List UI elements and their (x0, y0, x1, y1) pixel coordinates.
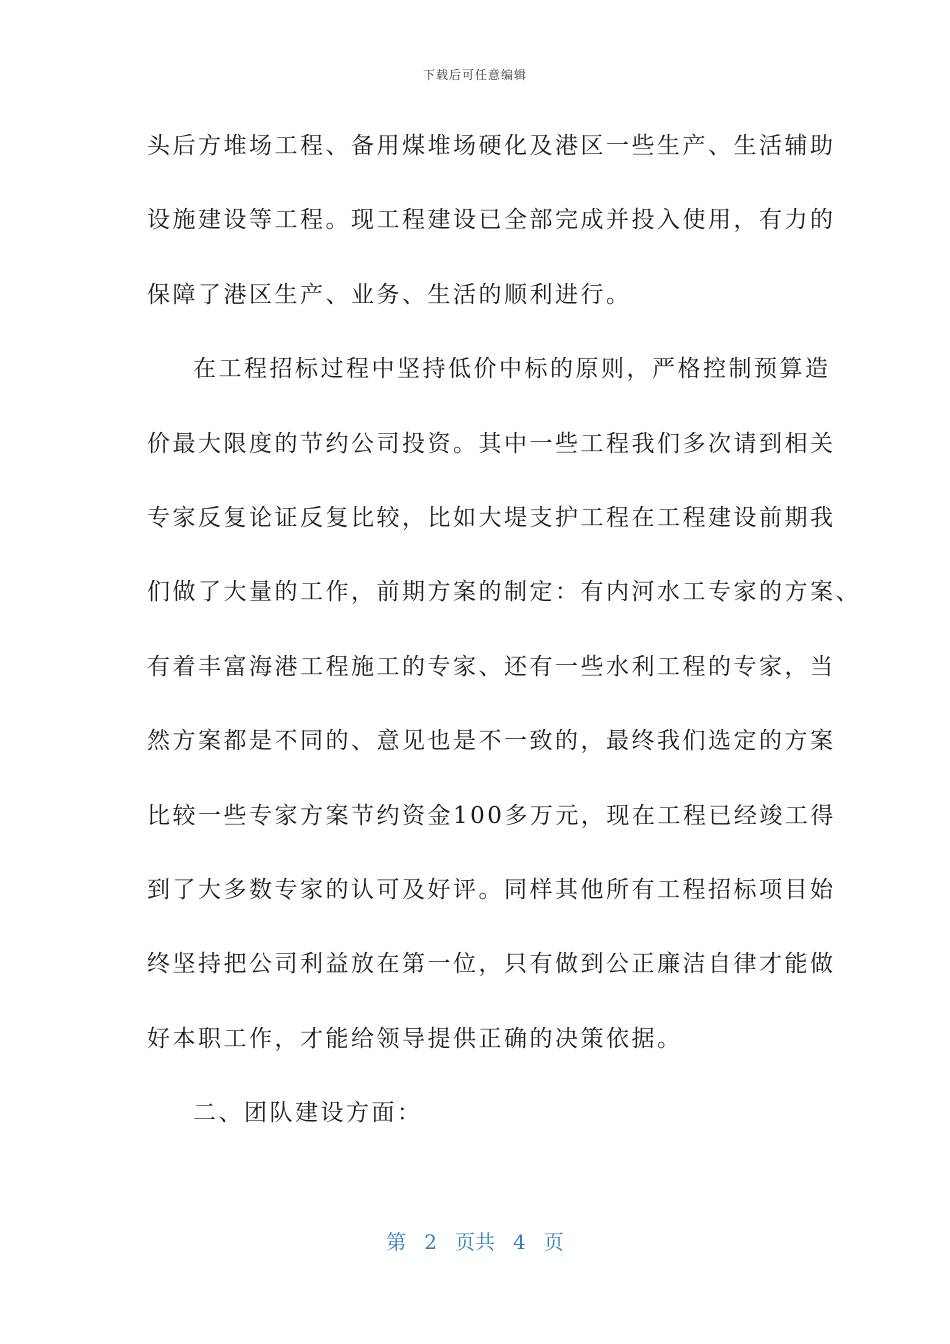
footer-current-page: 2 (424, 1230, 437, 1254)
text-line: 有着丰富海港工程施工的专家、还有一些水利工程的专家，当 (147, 653, 836, 680)
text-line: 到了大多数专家的认可及好评。同样其他所有工程招标项目始 (147, 876, 836, 903)
footer-suffix: 页 (543, 1230, 564, 1254)
page-footer (0, 1226, 950, 1255)
footer-middle: 页共 (455, 1230, 495, 1254)
paragraph-start-line: 在工程招标过程中坚持低价中标的原则，严格控制预算造 (193, 356, 831, 383)
text-line: 专家反复论证反复比较，比如大堤支护工程在工程建设前期我 (147, 504, 836, 531)
text-line: 比较一些专家方案节约资金100多万元，现在工程已经竣工得 (147, 802, 836, 829)
text-line: 价最大限度的节约公司投资。其中一些工程我们多次请到相关 (147, 430, 836, 457)
section-heading: 二、团队建设方面： (193, 1100, 423, 1127)
text-line: 们做了大量的工作，前期方案的制定：有内河水工专家的方案、 (147, 579, 861, 606)
text-line: 保障了港区生产、业务、生活的顺利进行。 (147, 281, 632, 308)
text-line: 设施建设等工程。现工程建设已全部完成并投入使用，有力的 (147, 207, 836, 234)
text-line: 好本职工作，才能给领导提供正确的决策依据。 (147, 1025, 683, 1052)
document-body (147, 124, 861, 1165)
page-header: 下载后可任意编辑 (422, 68, 527, 82)
text-line: 头后方堆场工程、备用煤堆场硬化及港区一些生产、生活辅助 (147, 133, 836, 159)
text-line: 终坚持把公司利益放在第一位，只有做到公正廉洁自律才能做 (147, 951, 836, 978)
text-line: 然方案都是不同的、意见也是不一致的，最终我们选定的方案 (147, 728, 836, 755)
footer-total-pages: 4 (513, 1230, 526, 1254)
footer-prefix: 第 (386, 1230, 407, 1254)
